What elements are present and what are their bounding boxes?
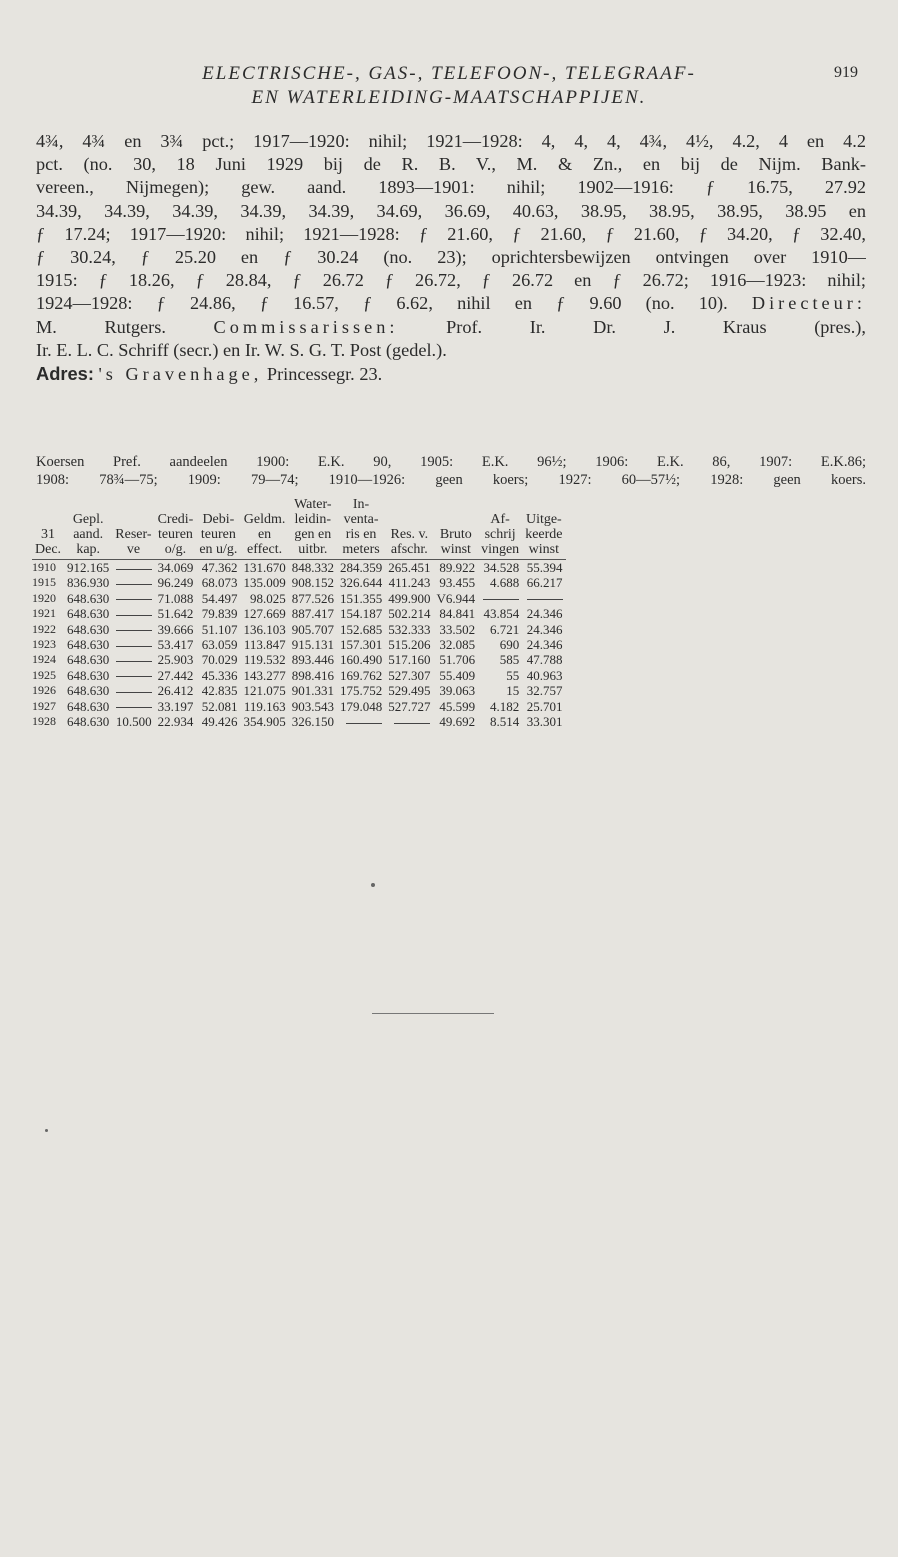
directeur-label: Directeur: bbox=[751, 293, 866, 314]
share-price-line: 1908: 78¾—75; 1909: 79—74; 1910—1926: geen koers; 1927: 60—57½; 1928: geen koers. bbox=[36, 472, 866, 488]
table-cell: 33.197 bbox=[157, 698, 194, 714]
column-header-line: ris en bbox=[345, 527, 377, 542]
table-cell: 690 bbox=[499, 637, 520, 653]
table-cell: 354.905 bbox=[243, 714, 286, 730]
section-divider bbox=[372, 1013, 494, 1014]
page-number: 919 bbox=[834, 64, 858, 81]
column-header bbox=[337, 497, 385, 560]
table-row bbox=[32, 637, 566, 652]
row-year: 1925 bbox=[32, 667, 56, 682]
table-cell: 848.332 bbox=[289, 560, 337, 576]
table-row bbox=[32, 591, 566, 606]
column-header bbox=[478, 497, 522, 560]
empty-dash bbox=[116, 646, 152, 647]
table-cell: 52.081 bbox=[201, 698, 238, 714]
row-year: 1927 bbox=[32, 698, 56, 713]
table-cell: 15 bbox=[506, 683, 520, 699]
table-row bbox=[32, 575, 566, 590]
address-street: Princessegr. 23. bbox=[266, 364, 383, 385]
table-cell: 34.528 bbox=[478, 560, 522, 576]
table-cell: 131.670 bbox=[240, 560, 288, 576]
header-title-line-1: ELECTRISCHE-, GAS-, TELEFOON-, TELEGRAAF- bbox=[202, 63, 696, 84]
empty-dash bbox=[394, 723, 430, 724]
address-city: 's Gravenhage, bbox=[98, 364, 263, 385]
table-cell: 648.630 bbox=[67, 652, 110, 668]
column-header bbox=[385, 497, 433, 560]
table-cell: 265.451 bbox=[385, 560, 433, 576]
empty-dash bbox=[116, 569, 152, 570]
table-cell: 51.706 bbox=[439, 652, 476, 668]
table-cell: 66.217 bbox=[526, 575, 563, 591]
table-cell: 24.346 bbox=[526, 621, 563, 637]
table-cell: 136.103 bbox=[243, 621, 286, 637]
table-cell bbox=[112, 699, 154, 714]
table-cell: 648.630 bbox=[67, 621, 110, 637]
column-header-line: Gepl. bbox=[72, 512, 104, 527]
body-line: 1915: ƒ 18.26, ƒ 28.84, ƒ 26.72 ƒ 26.72, ƒ 26.72 en ƒ 26.72; 1916—1923: nihil; bbox=[36, 270, 866, 291]
column-header-line: Water- bbox=[294, 497, 332, 512]
table-cell: V6.944 bbox=[436, 590, 476, 606]
table-cell: 175.752 bbox=[339, 683, 383, 699]
table-cell: 70.029 bbox=[201, 652, 238, 668]
column-header-line: winst bbox=[528, 542, 560, 557]
table-cell: 34.069 bbox=[155, 560, 197, 576]
table-cell: 527.307 bbox=[388, 667, 431, 683]
row-year: 1924 bbox=[32, 652, 56, 667]
table-cell: 89.922 bbox=[433, 560, 478, 576]
table-cell: 905.707 bbox=[291, 621, 334, 637]
column-header-line: ve bbox=[126, 542, 141, 557]
table-cell: 45.336 bbox=[201, 667, 238, 683]
table-cell bbox=[522, 591, 565, 606]
table-cell: 532.333 bbox=[388, 621, 431, 637]
table-cell: 901.331 bbox=[291, 683, 334, 699]
table-cell: 96.249 bbox=[157, 575, 194, 591]
table-cell: 411.243 bbox=[388, 575, 431, 591]
table-cell: 154.187 bbox=[339, 606, 383, 622]
column-header-line: winst bbox=[440, 542, 471, 557]
table-cell: 51.107 bbox=[201, 621, 238, 637]
table-cell bbox=[112, 637, 154, 652]
table-cell: 169.762 bbox=[339, 667, 383, 683]
column-header bbox=[240, 497, 288, 560]
column-header-line: gen en bbox=[294, 527, 332, 542]
table-cell: 915.131 bbox=[291, 637, 334, 653]
body-line: pct. (no. 30, 18 Juni 1929 bij de R. B. V., M. & Zn., en bij de Nijm. Bank- bbox=[36, 154, 866, 175]
table-cell: 893.446 bbox=[291, 652, 334, 668]
column-header-line: Uitge- bbox=[525, 512, 562, 527]
table-cell: 98.025 bbox=[249, 590, 286, 606]
row-year: 1928 bbox=[32, 714, 56, 729]
table-cell: 40.963 bbox=[526, 667, 563, 683]
body-line-directeur bbox=[36, 292, 866, 315]
column-header-line: kap. bbox=[76, 542, 101, 557]
row-year: 1910 bbox=[32, 560, 64, 576]
column-header bbox=[522, 497, 565, 560]
table-cell: 143.277 bbox=[243, 667, 286, 683]
table-cell: 284.359 bbox=[337, 560, 385, 576]
table-cell: 648.630 bbox=[67, 714, 110, 730]
table-cell: 25.701 bbox=[526, 698, 563, 714]
column-header-line: In- bbox=[352, 497, 370, 512]
column-header-line: Res. v. bbox=[390, 527, 429, 542]
column-header-line: schrij bbox=[484, 527, 516, 542]
table-cell: 113.847 bbox=[243, 637, 286, 653]
financial-table bbox=[32, 497, 566, 729]
table-cell: 912.165 bbox=[64, 560, 112, 576]
table-cell: 121.075 bbox=[243, 683, 286, 699]
table-cell: 4.182 bbox=[489, 698, 520, 714]
table-cell: 898.416 bbox=[291, 667, 334, 683]
table-cell bbox=[112, 591, 154, 606]
table-row bbox=[32, 606, 566, 621]
table-cell bbox=[112, 622, 154, 637]
empty-dash bbox=[116, 707, 152, 708]
table-cell: 32.757 bbox=[526, 683, 563, 699]
address-line bbox=[36, 362, 866, 386]
table-cell bbox=[112, 683, 154, 698]
column-header-line: Bruto bbox=[439, 527, 472, 542]
empty-dash bbox=[116, 599, 152, 600]
table-row bbox=[32, 683, 566, 698]
table-cell: 648.630 bbox=[67, 667, 110, 683]
table-cell: 24.346 bbox=[526, 637, 563, 653]
table-cell: 877.526 bbox=[291, 590, 334, 606]
table-cell bbox=[112, 606, 154, 621]
table-cell: 33.502 bbox=[439, 621, 476, 637]
table-cell: 33.301 bbox=[526, 714, 563, 730]
table-cell: 63.059 bbox=[201, 637, 238, 653]
empty-dash bbox=[116, 661, 152, 662]
row-year: 1921 bbox=[32, 606, 56, 621]
column-header-line: keerde bbox=[525, 527, 563, 542]
table-cell: 55 bbox=[506, 667, 520, 683]
column-header-line: Credi- bbox=[157, 512, 194, 527]
column-header bbox=[112, 497, 154, 560]
table-cell: 22.934 bbox=[157, 714, 194, 730]
table-cell: 135.009 bbox=[243, 575, 286, 591]
table-cell: 326.644 bbox=[339, 575, 383, 591]
share-price-line: Koersen Pref. aandeelen 1900: E.K. 90, 1905: E.K. 96½; 1906: E.K. 86, 1907: E.K.86; bbox=[36, 454, 866, 470]
table-cell: 326.150 bbox=[291, 714, 334, 730]
table-cell: 79.839 bbox=[201, 606, 238, 622]
table-cell: 24.346 bbox=[526, 606, 563, 622]
share-price-section bbox=[36, 453, 866, 489]
column-header-line: en bbox=[257, 527, 272, 542]
table-cell: 51.642 bbox=[157, 606, 194, 622]
address-label: Adres: bbox=[36, 363, 94, 385]
table-cell: 648.630 bbox=[67, 698, 110, 714]
table-cell bbox=[112, 652, 154, 667]
table-cell: 119.163 bbox=[243, 698, 286, 714]
empty-dash bbox=[527, 599, 563, 600]
column-header bbox=[32, 497, 64, 560]
table-row bbox=[32, 668, 566, 683]
column-header-line: teuren bbox=[157, 527, 193, 542]
column-header-line: uitbr. bbox=[298, 542, 328, 557]
table-cell: 39.063 bbox=[439, 683, 476, 699]
table-cell: 93.455 bbox=[439, 575, 476, 591]
table-cell: 903.543 bbox=[291, 698, 334, 714]
table-cell bbox=[112, 575, 154, 590]
table-cell: 47.788 bbox=[526, 652, 563, 668]
table-cell: 27.442 bbox=[157, 667, 194, 683]
body-line-commissarissen-rest: Ir. E. L. C. Schriff (secr.) en Ir. W. S. G. T. Post (gedel.). bbox=[36, 339, 447, 360]
table-cell: 502.214 bbox=[388, 606, 431, 622]
table-row bbox=[32, 652, 566, 667]
table-cell: 26.412 bbox=[157, 683, 194, 699]
table-cell: 55.394 bbox=[522, 560, 565, 576]
column-header-line: effect. bbox=[247, 542, 283, 557]
column-header-line: 31 bbox=[41, 527, 56, 542]
column-header-line: aand. bbox=[73, 527, 104, 542]
table-cell: 49.426 bbox=[201, 714, 238, 730]
table-cell: 25.903 bbox=[157, 652, 194, 668]
body-line-commissarissen bbox=[36, 316, 866, 339]
table-row bbox=[32, 714, 566, 729]
empty-dash bbox=[346, 723, 382, 724]
row-year: 1922 bbox=[32, 621, 56, 636]
table-cell: 648.630 bbox=[67, 683, 110, 699]
row-year: 1923 bbox=[32, 637, 56, 652]
table-cell: 529.495 bbox=[388, 683, 431, 699]
table-cell: 887.417 bbox=[291, 606, 334, 622]
table-cell: 908.152 bbox=[291, 575, 334, 591]
table-cell: 49.692 bbox=[439, 714, 476, 730]
column-header bbox=[196, 497, 240, 560]
table-cell: 55.409 bbox=[439, 667, 476, 683]
column-header-line: Geldm. bbox=[243, 512, 286, 527]
table-cell bbox=[112, 668, 154, 683]
column-header-line: vingen bbox=[481, 542, 520, 557]
column-header bbox=[433, 497, 478, 560]
table-cell: 71.088 bbox=[157, 590, 194, 606]
table-cell: 499.900 bbox=[388, 590, 431, 606]
column-header-line: Debi- bbox=[202, 512, 235, 527]
column-header bbox=[155, 497, 197, 560]
table-body bbox=[32, 560, 566, 730]
table-row bbox=[32, 622, 566, 637]
column-header-line: venta- bbox=[343, 512, 379, 527]
body-line: ƒ 17.24; 1917—1920: nihil; 1921—1928: ƒ 21.60, ƒ 21.60, ƒ 21.60, ƒ 34.20, ƒ 32.40, bbox=[36, 223, 866, 244]
table-cell: 585 bbox=[499, 652, 520, 668]
table-cell: 68.073 bbox=[201, 575, 238, 591]
table-cell: 127.669 bbox=[243, 606, 286, 622]
table-cell: 119.532 bbox=[243, 652, 286, 668]
empty-dash bbox=[116, 584, 152, 585]
table-cell: 836.930 bbox=[67, 575, 110, 591]
table-cell: 45.599 bbox=[439, 698, 476, 714]
table-cell: 53.417 bbox=[157, 637, 194, 653]
column-header-line: afschr. bbox=[390, 542, 428, 557]
print-speck bbox=[371, 883, 375, 887]
table-cell: 43.854 bbox=[483, 606, 520, 622]
empty-dash bbox=[116, 692, 152, 693]
table-cell: 151.355 bbox=[339, 590, 383, 606]
table-cell: 648.630 bbox=[67, 606, 110, 622]
page-header bbox=[0, 62, 898, 110]
print-speck bbox=[45, 1129, 48, 1132]
table-cell: 527.727 bbox=[388, 698, 431, 714]
row-year: 1926 bbox=[32, 683, 56, 698]
table-cell: 648.630 bbox=[67, 590, 110, 606]
table-cell bbox=[385, 714, 433, 729]
table-cell: 32.085 bbox=[439, 637, 476, 653]
dividend-text: 1924—1928: ƒ 24.86, ƒ 16.57, ƒ 6.62, nihil en ƒ 9.60 (no. 10). bbox=[36, 293, 728, 314]
table-cell bbox=[337, 714, 385, 729]
empty-dash bbox=[116, 630, 152, 631]
table-cell: 152.685 bbox=[339, 621, 383, 637]
body-line: vereen., Nijmegen); gew. aand. 1893—1901: nihil; 1902—1916: ƒ 16.75, 27.92 bbox=[36, 177, 866, 198]
table-cell: 648.630 bbox=[67, 637, 110, 653]
table-cell: 8.514 bbox=[489, 714, 520, 730]
table-cell: 160.490 bbox=[339, 652, 383, 668]
table-cell: 157.301 bbox=[339, 637, 383, 653]
column-header-line: en u/g. bbox=[199, 542, 238, 557]
empty-dash bbox=[116, 615, 152, 616]
row-year: 1920 bbox=[32, 590, 56, 605]
table-cell: 6.721 bbox=[489, 621, 520, 637]
empty-dash bbox=[116, 676, 152, 677]
table-cell: 39.666 bbox=[157, 621, 194, 637]
table-cell: 517.160 bbox=[388, 652, 431, 668]
commissaris-president: Prof. Ir. Dr. J. Kraus (pres.), bbox=[446, 316, 866, 337]
company-description bbox=[36, 130, 866, 386]
table-cell: 54.497 bbox=[201, 590, 238, 606]
table-cell: 515.206 bbox=[388, 637, 431, 653]
column-header-line: leidin- bbox=[294, 512, 332, 527]
column-header-line: teuren bbox=[200, 527, 236, 542]
body-line: ƒ 30.24, ƒ 25.20 en ƒ 30.24 (no. 23); oprichtersbewijzen ontvingen over 1910— bbox=[36, 247, 866, 268]
table-cell: 4.688 bbox=[489, 575, 520, 591]
column-header-line: Af- bbox=[490, 512, 510, 527]
table-header-row bbox=[32, 497, 566, 560]
commissarissen-label: Commissarissen: bbox=[213, 316, 399, 337]
column-header bbox=[64, 497, 112, 560]
table-cell: 47.362 bbox=[196, 560, 240, 576]
table-cell: 10.500 bbox=[115, 714, 152, 730]
empty-dash bbox=[483, 599, 519, 600]
header-title-line-2: EN WATERLEIDING-MAATSCHAPPIJEN. bbox=[251, 87, 647, 108]
column-header-line: o/g. bbox=[164, 542, 187, 557]
table-cell: 84.841 bbox=[439, 606, 476, 622]
directeur-name: M. Rutgers. bbox=[36, 316, 166, 337]
column-header bbox=[289, 497, 337, 560]
table-row bbox=[32, 699, 566, 714]
table-cell: 179.048 bbox=[339, 698, 383, 714]
table-row bbox=[32, 560, 566, 576]
body-line: 34.39, 34.39, 34.39, 34.39, 34.39, 34.69, 36.69, 40.63, 38.95, 38.95, 38.95, 38.95 en bbox=[36, 200, 866, 221]
column-header-line: meters bbox=[342, 542, 380, 557]
column-header-line: Reser- bbox=[115, 527, 152, 542]
body-line: 4¾, 4¾ en 3¾ pct.; 1917—1920: nihil; 1921—1928: 4, 4, 4, 4¾, 4½, 4.2, 4 en 4.2 bbox=[36, 131, 866, 151]
table-cell: 42.835 bbox=[201, 683, 238, 699]
row-year: 1915 bbox=[32, 575, 56, 590]
table-cell bbox=[112, 560, 154, 576]
table-cell bbox=[478, 591, 522, 606]
column-header-line: Dec. bbox=[35, 542, 62, 557]
